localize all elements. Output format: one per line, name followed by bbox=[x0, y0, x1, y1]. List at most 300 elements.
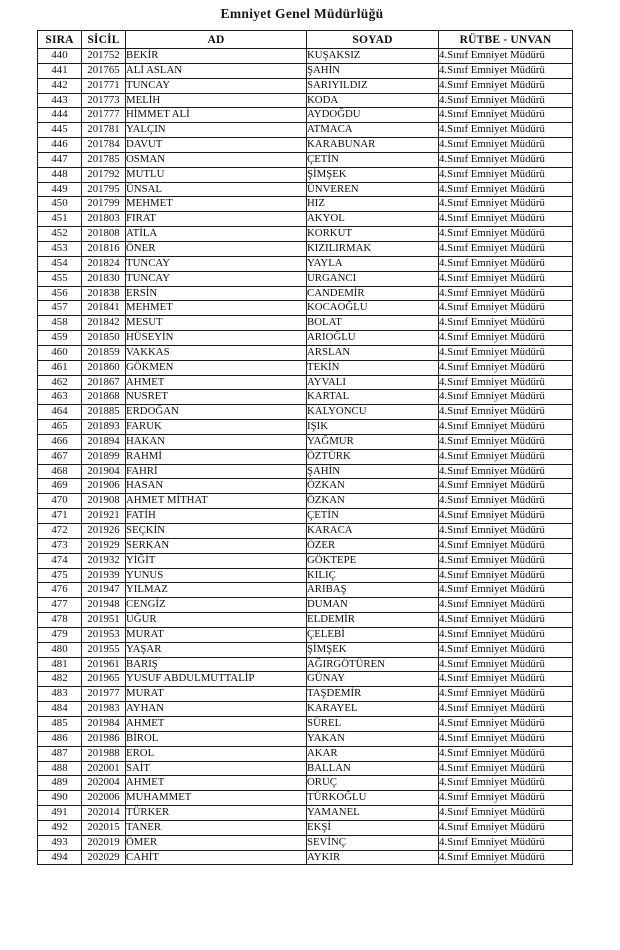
cell-ad: MEHMET bbox=[126, 197, 307, 212]
cell-rutbe-unvan: 4.Sınıf Emniyet Müdürü bbox=[439, 420, 573, 435]
cell-sicil: 201860 bbox=[82, 360, 126, 375]
cell-ad: UĞUR bbox=[126, 613, 307, 628]
cell-soyad: AYDOĞDU bbox=[307, 108, 439, 123]
cell-ad: FAHRİ bbox=[126, 464, 307, 479]
table-row bbox=[38, 524, 573, 539]
cell-sira: 482 bbox=[38, 672, 82, 687]
table-row bbox=[38, 657, 573, 672]
table-row bbox=[38, 78, 573, 93]
cell-rutbe-unvan: 4.Sınıf Emniyet Müdürü bbox=[439, 331, 573, 346]
cell-sira: 487 bbox=[38, 746, 82, 761]
cell-ad: TUNCAY bbox=[126, 271, 307, 286]
cell-sira: 476 bbox=[38, 583, 82, 598]
cell-ad: ÖNER bbox=[126, 241, 307, 256]
cell-sicil: 202029 bbox=[82, 850, 126, 865]
cell-soyad: ÖZKAN bbox=[307, 494, 439, 509]
cell-sira: 458 bbox=[38, 316, 82, 331]
cell-sira: 494 bbox=[38, 850, 82, 865]
cell-rutbe-unvan: 4.Sınıf Emniyet Müdürü bbox=[439, 613, 573, 628]
cell-rutbe-unvan: 4.Sınıf Emniyet Müdürü bbox=[439, 212, 573, 227]
cell-soyad: ÇETİN bbox=[307, 509, 439, 524]
table-row bbox=[38, 746, 573, 761]
cell-ad: TUNCAY bbox=[126, 78, 307, 93]
cell-soyad: YAYLA bbox=[307, 256, 439, 271]
cell-sira: 489 bbox=[38, 776, 82, 791]
cell-sicil: 201824 bbox=[82, 256, 126, 271]
cell-sicil: 201830 bbox=[82, 271, 126, 286]
cell-rutbe-unvan: 4.Sınıf Emniyet Müdürü bbox=[439, 479, 573, 494]
cell-ad: MEHMET bbox=[126, 301, 307, 316]
table-row bbox=[38, 197, 573, 212]
cell-sicil: 201939 bbox=[82, 568, 126, 583]
cell-soyad: ARSLAN bbox=[307, 345, 439, 360]
cell-rutbe-unvan: 4.Sınıf Emniyet Müdürü bbox=[439, 271, 573, 286]
cell-soyad: ATMACA bbox=[307, 123, 439, 138]
cell-ad: BEKİR bbox=[126, 49, 307, 64]
cell-rutbe-unvan: 4.Sınıf Emniyet Müdürü bbox=[439, 568, 573, 583]
cell-soyad: KUŞAKSIZ bbox=[307, 49, 439, 64]
cell-sicil: 201899 bbox=[82, 449, 126, 464]
cell-ad: AYHAN bbox=[126, 702, 307, 717]
cell-ad: MUTLU bbox=[126, 167, 307, 182]
cell-sicil: 201771 bbox=[82, 78, 126, 93]
cell-rutbe-unvan: 4.Sınıf Emniyet Müdürü bbox=[439, 301, 573, 316]
cell-sicil: 202001 bbox=[82, 761, 126, 776]
cell-ad: AHMET bbox=[126, 375, 307, 390]
cell-rutbe-unvan: 4.Sınıf Emniyet Müdürü bbox=[439, 627, 573, 642]
cell-rutbe-unvan: 4.Sınıf Emniyet Müdürü bbox=[439, 746, 573, 761]
cell-sira: 488 bbox=[38, 761, 82, 776]
cell-sicil: 201977 bbox=[82, 687, 126, 702]
cell-rutbe-unvan: 4.Sınıf Emniyet Müdürü bbox=[439, 241, 573, 256]
cell-sicil: 201921 bbox=[82, 509, 126, 524]
cell-sicil: 201808 bbox=[82, 227, 126, 242]
cell-sicil: 202019 bbox=[82, 835, 126, 850]
cell-soyad: TAŞDEMİR bbox=[307, 687, 439, 702]
cell-soyad: YAMANEL bbox=[307, 806, 439, 821]
cell-ad: YILMAZ bbox=[126, 583, 307, 598]
cell-rutbe-unvan: 4.Sınıf Emniyet Müdürü bbox=[439, 227, 573, 242]
cell-soyad: KORKUT bbox=[307, 227, 439, 242]
cell-sicil: 201953 bbox=[82, 627, 126, 642]
cell-sira: 454 bbox=[38, 256, 82, 271]
cell-rutbe-unvan: 4.Sınıf Emniyet Müdürü bbox=[439, 405, 573, 420]
cell-rutbe-unvan: 4.Sınıf Emniyet Müdürü bbox=[439, 93, 573, 108]
cell-rutbe-unvan: 4.Sınıf Emniyet Müdürü bbox=[439, 806, 573, 821]
cell-rutbe-unvan: 4.Sınıf Emniyet Müdürü bbox=[439, 509, 573, 524]
cell-rutbe-unvan: 4.Sınıf Emniyet Müdürü bbox=[439, 152, 573, 167]
personnel-table bbox=[37, 30, 573, 865]
cell-soyad: ÖZTÜRK bbox=[307, 449, 439, 464]
cell-ad: MUHAMMET bbox=[126, 791, 307, 806]
cell-ad: CENGİZ bbox=[126, 598, 307, 613]
cell-soyad: DUMAN bbox=[307, 598, 439, 613]
table-row bbox=[38, 108, 573, 123]
cell-rutbe-unvan: 4.Sınıf Emniyet Müdürü bbox=[439, 286, 573, 301]
table-row bbox=[38, 716, 573, 731]
cell-ad: CAHİT bbox=[126, 850, 307, 865]
cell-sicil: 201777 bbox=[82, 108, 126, 123]
cell-sira: 490 bbox=[38, 791, 82, 806]
cell-soyad: ŞİMŞEK bbox=[307, 167, 439, 182]
cell-soyad: GÜNAY bbox=[307, 672, 439, 687]
table-row bbox=[38, 509, 573, 524]
cell-sicil: 201986 bbox=[82, 731, 126, 746]
cell-ad: DAVUT bbox=[126, 138, 307, 153]
cell-ad: HAKAN bbox=[126, 434, 307, 449]
cell-sicil: 201781 bbox=[82, 123, 126, 138]
cell-soyad: ORUÇ bbox=[307, 776, 439, 791]
cell-rutbe-unvan: 4.Sınıf Emniyet Müdürü bbox=[439, 49, 573, 64]
cell-rutbe-unvan: 4.Sınıf Emniyet Müdürü bbox=[439, 449, 573, 464]
table-row bbox=[38, 256, 573, 271]
cell-soyad: ELDEMİR bbox=[307, 613, 439, 628]
cell-ad: OSMAN bbox=[126, 152, 307, 167]
cell-soyad: AKAR bbox=[307, 746, 439, 761]
cell-ad: AHMET bbox=[126, 776, 307, 791]
table-row bbox=[38, 776, 573, 791]
cell-soyad: KARAYEL bbox=[307, 702, 439, 717]
cell-soyad: AKYOL bbox=[307, 212, 439, 227]
cell-rutbe-unvan: 4.Sınıf Emniyet Müdürü bbox=[439, 316, 573, 331]
cell-rutbe-unvan: 4.Sınıf Emniyet Müdürü bbox=[439, 642, 573, 657]
cell-sira: 484 bbox=[38, 702, 82, 717]
cell-sicil: 201816 bbox=[82, 241, 126, 256]
cell-sira: 461 bbox=[38, 360, 82, 375]
cell-sicil: 201803 bbox=[82, 212, 126, 227]
cell-rutbe-unvan: 4.Sınıf Emniyet Müdürü bbox=[439, 598, 573, 613]
cell-sicil: 201838 bbox=[82, 286, 126, 301]
cell-sicil: 202015 bbox=[82, 820, 126, 835]
table-row bbox=[38, 449, 573, 464]
cell-soyad: ÇETİN bbox=[307, 152, 439, 167]
cell-ad: SERKAN bbox=[126, 538, 307, 553]
cell-ad: VAKKAS bbox=[126, 345, 307, 360]
cell-sicil: 201894 bbox=[82, 434, 126, 449]
cell-sira: 467 bbox=[38, 449, 82, 464]
cell-sira: 450 bbox=[38, 197, 82, 212]
cell-soyad: IŞIK bbox=[307, 420, 439, 435]
table-row bbox=[38, 345, 573, 360]
cell-ad: AHMET bbox=[126, 716, 307, 731]
cell-soyad: ŞİMŞEK bbox=[307, 642, 439, 657]
cell-soyad: HIZ bbox=[307, 197, 439, 212]
cell-sira: 452 bbox=[38, 227, 82, 242]
cell-rutbe-unvan: 4.Sınıf Emniyet Müdürü bbox=[439, 434, 573, 449]
cell-rutbe-unvan: 4.Sınıf Emniyet Müdürü bbox=[439, 538, 573, 553]
cell-sicil: 201765 bbox=[82, 63, 126, 78]
cell-sicil: 201955 bbox=[82, 642, 126, 657]
cell-ad: HÜSEYİN bbox=[126, 331, 307, 346]
cell-sicil: 201965 bbox=[82, 672, 126, 687]
cell-sicil: 201867 bbox=[82, 375, 126, 390]
cell-soyad: ÖZER bbox=[307, 538, 439, 553]
table-row bbox=[38, 286, 573, 301]
table-row bbox=[38, 182, 573, 197]
table-row bbox=[38, 241, 573, 256]
cell-ad: ÜNSAL bbox=[126, 182, 307, 197]
cell-rutbe-unvan: 4.Sınıf Emniyet Müdürü bbox=[439, 360, 573, 375]
cell-sicil: 201948 bbox=[82, 598, 126, 613]
cell-soyad: KARACA bbox=[307, 524, 439, 539]
cell-sira: 480 bbox=[38, 642, 82, 657]
cell-sira: 483 bbox=[38, 687, 82, 702]
table-row bbox=[38, 731, 573, 746]
cell-soyad: AĞIRGÖTÜREN bbox=[307, 657, 439, 672]
table-header-row bbox=[38, 31, 573, 49]
table-row bbox=[38, 791, 573, 806]
cell-sicil: 201947 bbox=[82, 583, 126, 598]
cell-sira: 478 bbox=[38, 613, 82, 628]
cell-rutbe-unvan: 4.Sınıf Emniyet Müdürü bbox=[439, 850, 573, 865]
cell-ad: MURAT bbox=[126, 687, 307, 702]
cell-ad: MELİH bbox=[126, 93, 307, 108]
cell-ad: ERDOĞAN bbox=[126, 405, 307, 420]
cell-soyad: AYVALI bbox=[307, 375, 439, 390]
table-row bbox=[38, 820, 573, 835]
cell-sicil: 202004 bbox=[82, 776, 126, 791]
cell-soyad: EKŞİ bbox=[307, 820, 439, 835]
cell-rutbe-unvan: 4.Sınıf Emniyet Müdürü bbox=[439, 256, 573, 271]
cell-rutbe-unvan: 4.Sınıf Emniyet Müdürü bbox=[439, 390, 573, 405]
cell-ad: AHMET MİTHAT bbox=[126, 494, 307, 509]
cell-rutbe-unvan: 4.Sınıf Emniyet Müdürü bbox=[439, 702, 573, 717]
cell-ad: YAŞAR bbox=[126, 642, 307, 657]
cell-soyad: ÜNVEREN bbox=[307, 182, 439, 197]
cell-rutbe-unvan: 4.Sınıf Emniyet Müdürü bbox=[439, 167, 573, 182]
table-row bbox=[38, 806, 573, 821]
cell-sicil: 201951 bbox=[82, 613, 126, 628]
cell-sira: 449 bbox=[38, 182, 82, 197]
cell-sira: 477 bbox=[38, 598, 82, 613]
cell-ad: FATİH bbox=[126, 509, 307, 524]
table-row bbox=[38, 479, 573, 494]
cell-soyad: YAKAN bbox=[307, 731, 439, 746]
cell-sira: 456 bbox=[38, 286, 82, 301]
cell-soyad: ARIOĞLU bbox=[307, 331, 439, 346]
cell-rutbe-unvan: 4.Sınıf Emniyet Müdürü bbox=[439, 731, 573, 746]
cell-sicil: 201850 bbox=[82, 331, 126, 346]
cell-sicil: 201908 bbox=[82, 494, 126, 509]
cell-soyad: GÖKTEPE bbox=[307, 553, 439, 568]
cell-sicil: 201984 bbox=[82, 716, 126, 731]
cell-sira: 466 bbox=[38, 434, 82, 449]
cell-sira: 455 bbox=[38, 271, 82, 286]
cell-sira: 470 bbox=[38, 494, 82, 509]
cell-rutbe-unvan: 4.Sınıf Emniyet Müdürü bbox=[439, 791, 573, 806]
cell-sicil: 201885 bbox=[82, 405, 126, 420]
table-row bbox=[38, 434, 573, 449]
cell-sicil: 201906 bbox=[82, 479, 126, 494]
table-row bbox=[38, 850, 573, 865]
cell-rutbe-unvan: 4.Sınıf Emniyet Müdürü bbox=[439, 672, 573, 687]
cell-soyad: KALYONCU bbox=[307, 405, 439, 420]
cell-ad: YALÇIN bbox=[126, 123, 307, 138]
table-row bbox=[38, 138, 573, 153]
cell-sira: 442 bbox=[38, 78, 82, 93]
col-header-ad: AD bbox=[126, 31, 307, 49]
cell-rutbe-unvan: 4.Sınıf Emniyet Müdürü bbox=[439, 687, 573, 702]
cell-rutbe-unvan: 4.Sınıf Emniyet Müdürü bbox=[439, 657, 573, 672]
cell-soyad: YAĞMUR bbox=[307, 434, 439, 449]
cell-ad: ERSİN bbox=[126, 286, 307, 301]
cell-rutbe-unvan: 4.Sınıf Emniyet Müdürü bbox=[439, 464, 573, 479]
cell-sicil: 201799 bbox=[82, 197, 126, 212]
cell-soyad: AYKIR bbox=[307, 850, 439, 865]
col-header-rutbe: RÜTBE - UNVAN bbox=[439, 31, 573, 49]
cell-rutbe-unvan: 4.Sınıf Emniyet Müdürü bbox=[439, 63, 573, 78]
table-row bbox=[38, 642, 573, 657]
cell-rutbe-unvan: 4.Sınıf Emniyet Müdürü bbox=[439, 182, 573, 197]
cell-ad: BARIŞ bbox=[126, 657, 307, 672]
cell-sicil: 201859 bbox=[82, 345, 126, 360]
cell-rutbe-unvan: 4.Sınıf Emniyet Müdürü bbox=[439, 583, 573, 598]
cell-ad: MURAT bbox=[126, 627, 307, 642]
cell-sira: 443 bbox=[38, 93, 82, 108]
cell-sira: 481 bbox=[38, 657, 82, 672]
cell-rutbe-unvan: 4.Sınıf Emniyet Müdürü bbox=[439, 761, 573, 776]
col-header-sicil: SİCİL bbox=[82, 31, 126, 49]
cell-sira: 445 bbox=[38, 123, 82, 138]
table-row bbox=[38, 598, 573, 613]
cell-ad: YUNUS bbox=[126, 568, 307, 583]
cell-sira: 440 bbox=[38, 49, 82, 64]
table-row bbox=[38, 212, 573, 227]
table-row bbox=[38, 613, 573, 628]
cell-sicil: 201868 bbox=[82, 390, 126, 405]
cell-ad: SAİT bbox=[126, 761, 307, 776]
cell-ad: NUSRET bbox=[126, 390, 307, 405]
cell-sira: 463 bbox=[38, 390, 82, 405]
cell-soyad: SARIYILDIZ bbox=[307, 78, 439, 93]
table-body bbox=[38, 49, 573, 865]
table-row bbox=[38, 63, 573, 78]
table-row bbox=[38, 301, 573, 316]
cell-sira: 464 bbox=[38, 405, 82, 420]
cell-sira: 451 bbox=[38, 212, 82, 227]
table-row bbox=[38, 375, 573, 390]
cell-sicil: 201932 bbox=[82, 553, 126, 568]
cell-sira: 479 bbox=[38, 627, 82, 642]
cell-sicil: 201792 bbox=[82, 167, 126, 182]
cell-sira: 453 bbox=[38, 241, 82, 256]
cell-sira: 491 bbox=[38, 806, 82, 821]
cell-ad: ÖMER bbox=[126, 835, 307, 850]
cell-soyad: TEKİN bbox=[307, 360, 439, 375]
cell-rutbe-unvan: 4.Sınıf Emniyet Müdürü bbox=[439, 553, 573, 568]
table-row bbox=[38, 152, 573, 167]
table-row bbox=[38, 420, 573, 435]
cell-soyad: URGANCI bbox=[307, 271, 439, 286]
cell-sicil: 201904 bbox=[82, 464, 126, 479]
cell-rutbe-unvan: 4.Sınıf Emniyet Müdürü bbox=[439, 78, 573, 93]
cell-sira: 469 bbox=[38, 479, 82, 494]
col-header-sira: SIRA bbox=[38, 31, 82, 49]
cell-sicil: 201961 bbox=[82, 657, 126, 672]
table-row bbox=[38, 123, 573, 138]
cell-soyad: BALLAN bbox=[307, 761, 439, 776]
cell-rutbe-unvan: 4.Sınıf Emniyet Müdürü bbox=[439, 835, 573, 850]
cell-soyad: KODA bbox=[307, 93, 439, 108]
cell-soyad: SEVİNÇ bbox=[307, 835, 439, 850]
table-row bbox=[38, 702, 573, 717]
cell-sicil: 201926 bbox=[82, 524, 126, 539]
cell-sira: 457 bbox=[38, 301, 82, 316]
cell-ad: HİMMET ALİ bbox=[126, 108, 307, 123]
cell-rutbe-unvan: 4.Sınıf Emniyet Müdürü bbox=[439, 494, 573, 509]
cell-rutbe-unvan: 4.Sınıf Emniyet Müdürü bbox=[439, 375, 573, 390]
cell-sira: 492 bbox=[38, 820, 82, 835]
cell-ad: GÖKMEN bbox=[126, 360, 307, 375]
cell-soyad: KOCAOĞLU bbox=[307, 301, 439, 316]
table-row bbox=[38, 672, 573, 687]
table-row bbox=[38, 405, 573, 420]
cell-sicil: 201784 bbox=[82, 138, 126, 153]
cell-rutbe-unvan: 4.Sınıf Emniyet Müdürü bbox=[439, 345, 573, 360]
table-row bbox=[38, 687, 573, 702]
cell-sira: 447 bbox=[38, 152, 82, 167]
cell-rutbe-unvan: 4.Sınıf Emniyet Müdürü bbox=[439, 820, 573, 835]
cell-sicil: 201795 bbox=[82, 182, 126, 197]
cell-sicil: 202006 bbox=[82, 791, 126, 806]
cell-sira: 472 bbox=[38, 524, 82, 539]
cell-ad: SEÇKİN bbox=[126, 524, 307, 539]
cell-sicil: 201752 bbox=[82, 49, 126, 64]
cell-rutbe-unvan: 4.Sınıf Emniyet Müdürü bbox=[439, 138, 573, 153]
cell-ad: ALİ ASLAN bbox=[126, 63, 307, 78]
cell-sira: 465 bbox=[38, 420, 82, 435]
cell-ad: TUNCAY bbox=[126, 256, 307, 271]
cell-sira: 446 bbox=[38, 138, 82, 153]
cell-soyad: ŞAHİN bbox=[307, 63, 439, 78]
cell-ad: FIRAT bbox=[126, 212, 307, 227]
cell-ad: ATİLA bbox=[126, 227, 307, 242]
cell-rutbe-unvan: 4.Sınıf Emniyet Müdürü bbox=[439, 524, 573, 539]
cell-sicil: 201988 bbox=[82, 746, 126, 761]
cell-sicil: 201841 bbox=[82, 301, 126, 316]
col-header-soyad: SOYAD bbox=[307, 31, 439, 49]
cell-rutbe-unvan: 4.Sınıf Emniyet Müdürü bbox=[439, 108, 573, 123]
cell-soyad: KARABUNAR bbox=[307, 138, 439, 153]
table-row bbox=[38, 49, 573, 64]
cell-soyad: ÇELEBİ bbox=[307, 627, 439, 642]
cell-soyad: BOLAT bbox=[307, 316, 439, 331]
cell-soyad: ARIBAŞ bbox=[307, 583, 439, 598]
cell-ad: MESUT bbox=[126, 316, 307, 331]
cell-sicil: 201893 bbox=[82, 420, 126, 435]
cell-sicil: 201842 bbox=[82, 316, 126, 331]
cell-ad: TÜRKER bbox=[126, 806, 307, 821]
cell-ad: RAHMİ bbox=[126, 449, 307, 464]
table-row bbox=[38, 390, 573, 405]
cell-sira: 486 bbox=[38, 731, 82, 746]
cell-soyad: TÜRKOĞLU bbox=[307, 791, 439, 806]
table-row bbox=[38, 464, 573, 479]
cell-sira: 448 bbox=[38, 167, 82, 182]
table-row bbox=[38, 271, 573, 286]
cell-sira: 475 bbox=[38, 568, 82, 583]
cell-soyad: ÖZKAN bbox=[307, 479, 439, 494]
table-row bbox=[38, 553, 573, 568]
cell-rutbe-unvan: 4.Sınıf Emniyet Müdürü bbox=[439, 123, 573, 138]
cell-sira: 459 bbox=[38, 331, 82, 346]
table-row bbox=[38, 360, 573, 375]
table-row bbox=[38, 835, 573, 850]
cell-sicil: 201773 bbox=[82, 93, 126, 108]
cell-sira: 460 bbox=[38, 345, 82, 360]
table-row bbox=[38, 227, 573, 242]
table-row bbox=[38, 316, 573, 331]
